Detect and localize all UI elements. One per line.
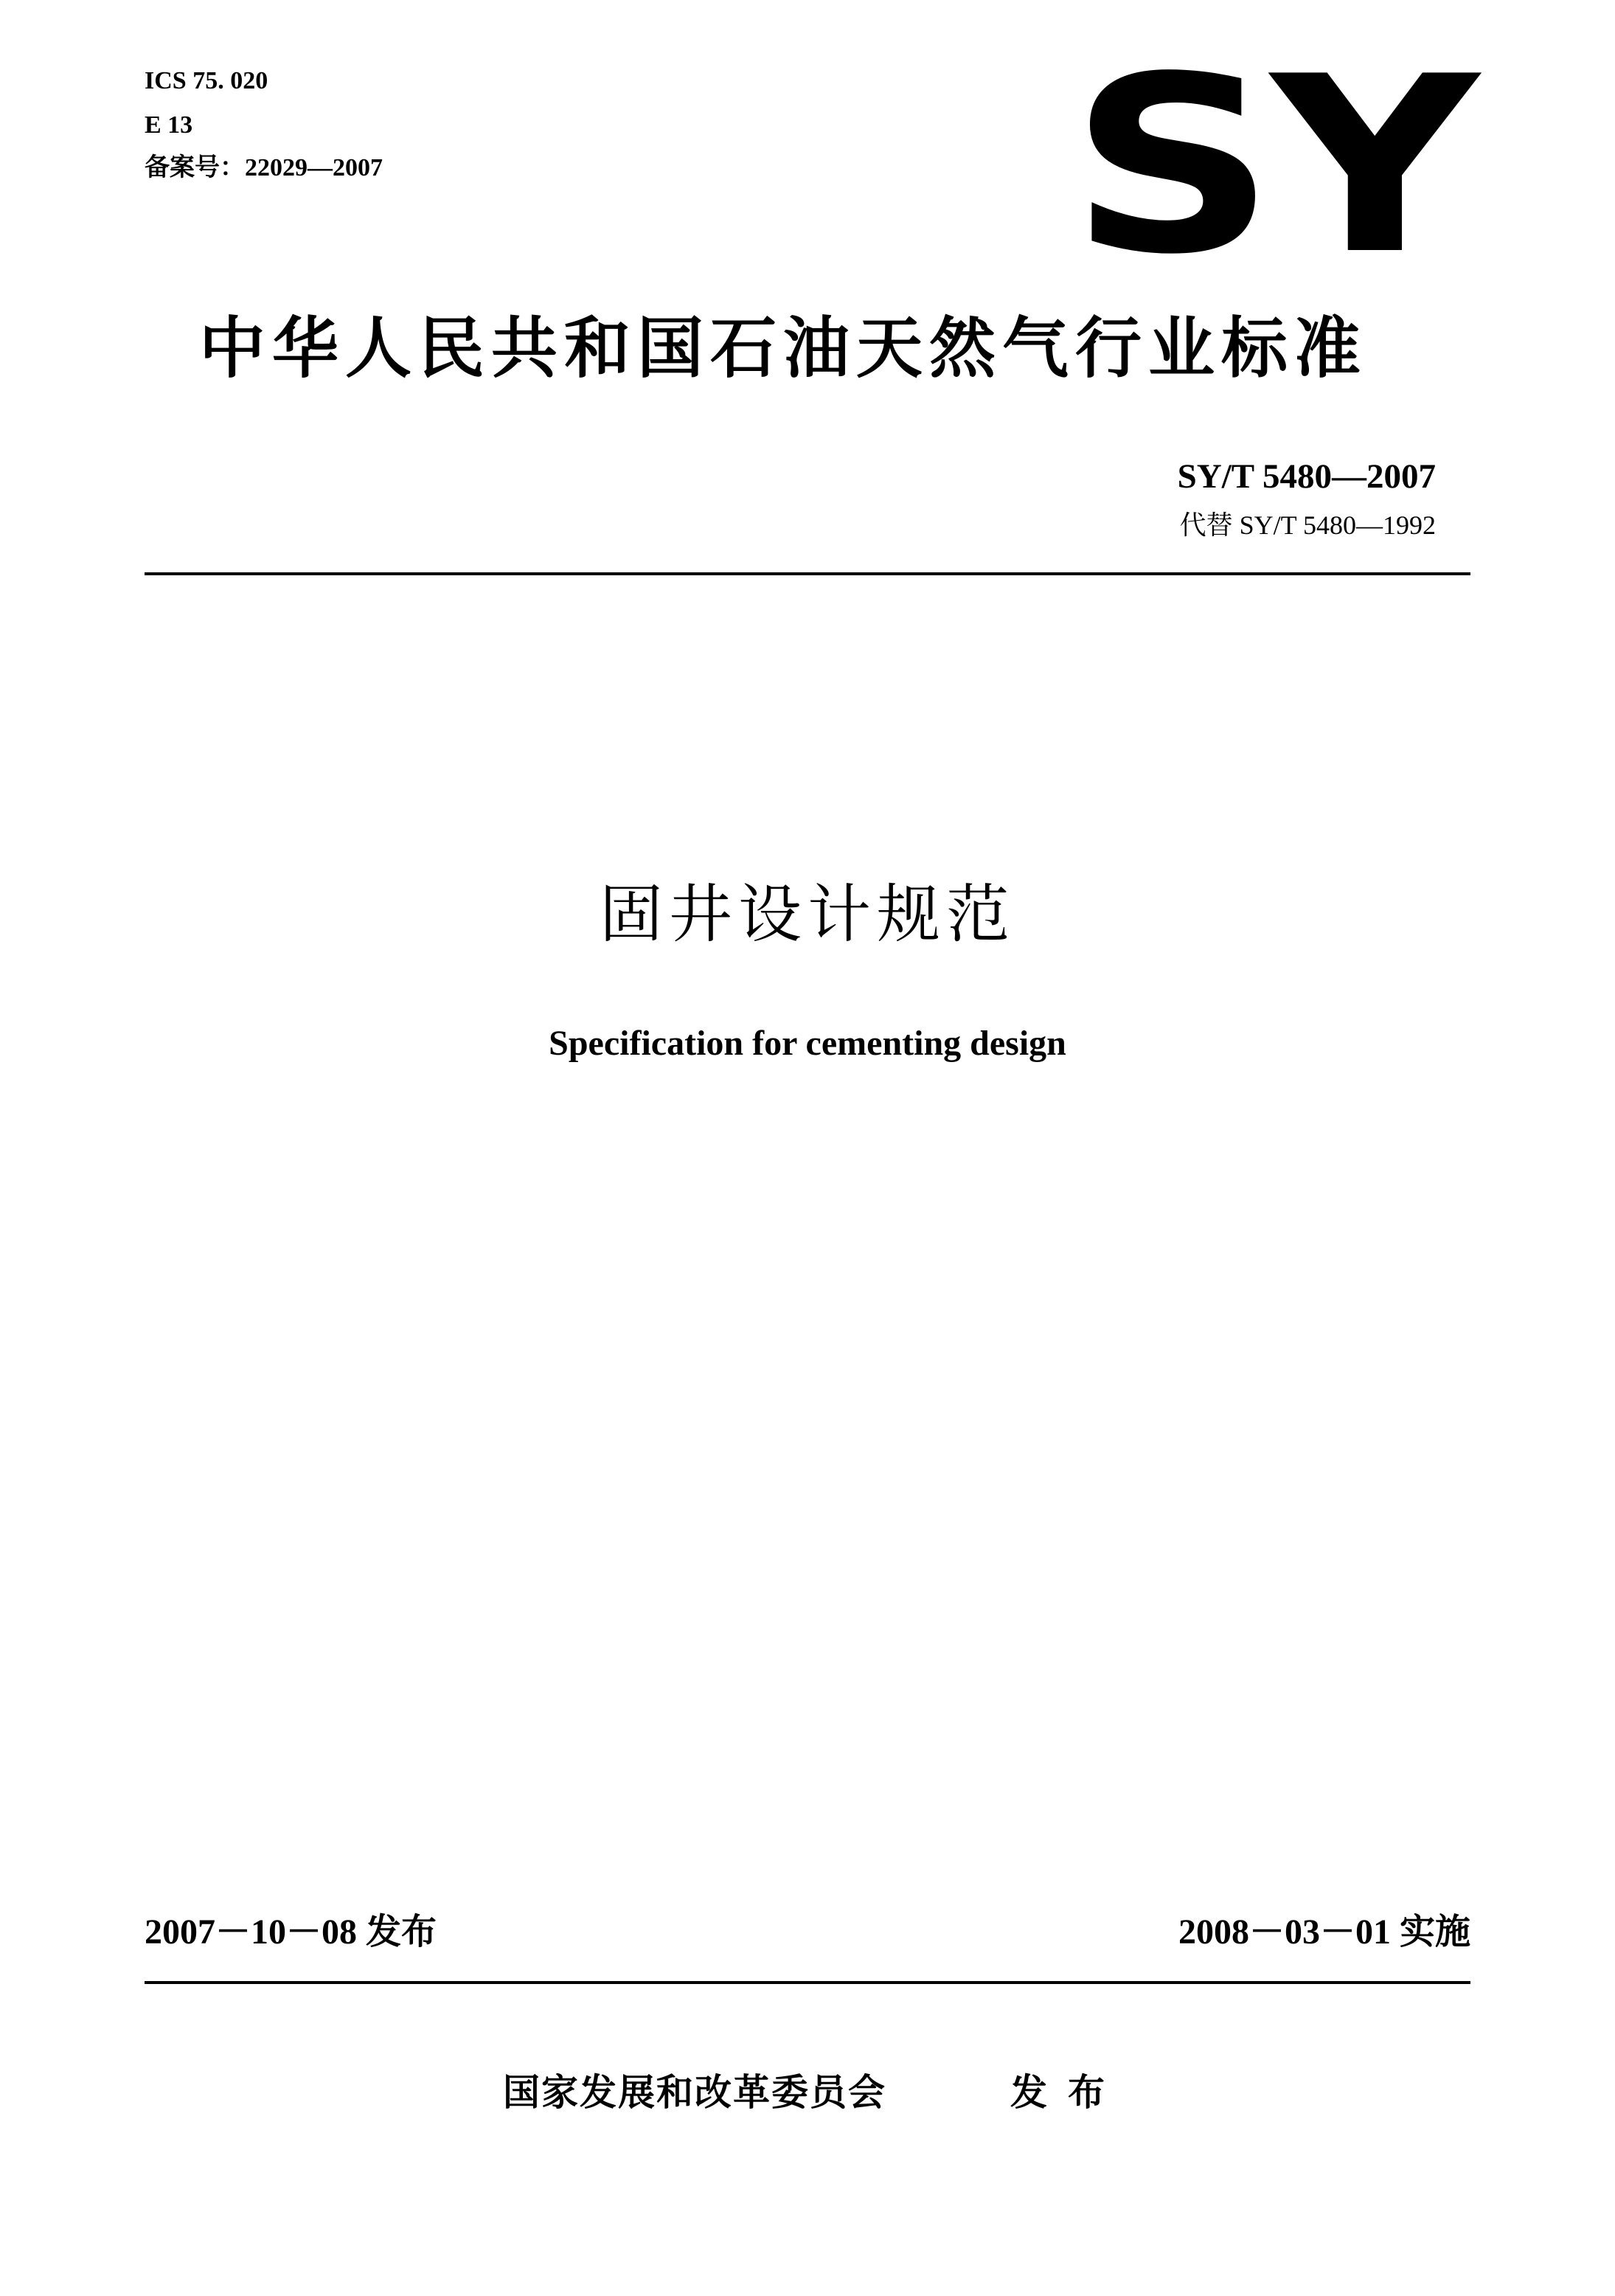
bottom-divider	[145, 1981, 1470, 1984]
standard-number: SY/T 5480—2007	[1177, 457, 1436, 496]
document-title-en: Specification for cementing design	[549, 1024, 1066, 1063]
publisher-name: 国家发展和改革委员会	[503, 2071, 886, 2114]
organization-title: 中华人民共和国石油天然气行业标准	[199, 310, 1367, 387]
top-divider	[145, 572, 1470, 575]
sy-logo: SY	[1069, 24, 1474, 308]
ics-code: ICS 75. 020	[145, 67, 268, 94]
publish-label: 发布	[1010, 2071, 1125, 2114]
implementation-date: 2008－03－01 实施	[1178, 1912, 1470, 1952]
replaces-standard: 代替 SY/T 5480—1992	[1179, 510, 1436, 540]
filing-number: 备案号：22029—2007	[145, 154, 383, 181]
issue-date: 2007－10－08 发布	[145, 1912, 437, 1952]
ccs-code: E 13	[145, 111, 193, 139]
document-title-cn: 固井设计规范	[600, 878, 1015, 951]
